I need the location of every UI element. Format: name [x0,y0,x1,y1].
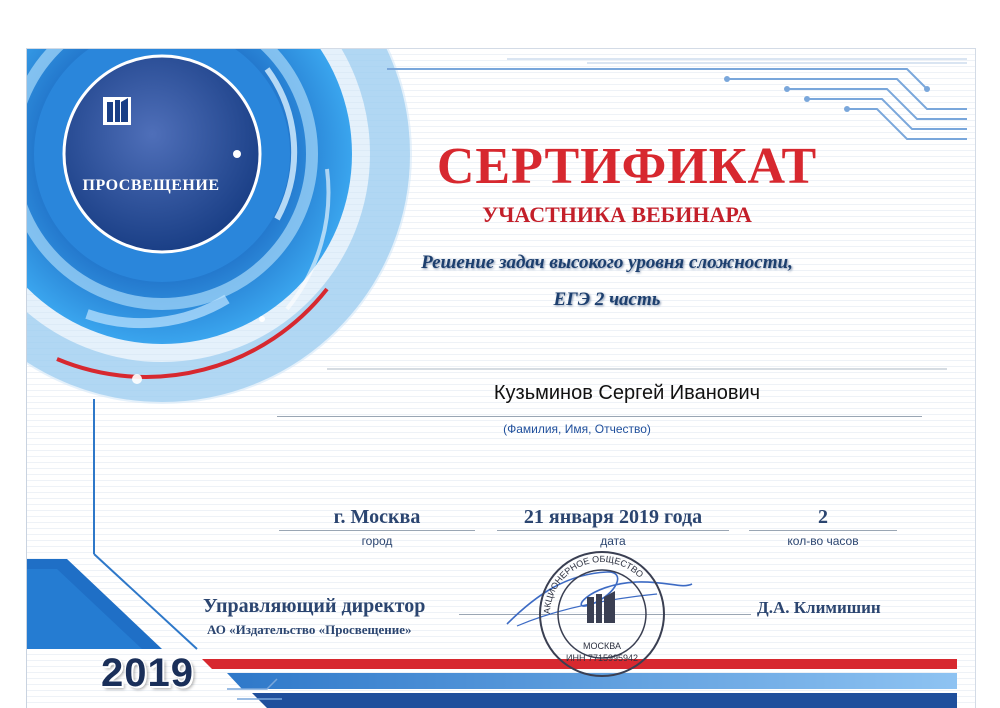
date-value: 21 января 2019 года [523,506,703,528]
stamp-inn: ИНН 7715995942 [565,653,639,663]
date-line [497,530,729,531]
company-stamp [537,549,667,679]
hours-line [749,530,897,531]
certificate-subtitle: УЧАСТНИКА ВЕБИНАРА [482,202,752,227]
webinar-topic-line1: Решение задач высокого уровня сложности, [421,252,793,273]
participant-name-hint: (Фамилия, Имя, Отчество) [503,422,651,436]
certificate-title: СЕРТИФИКАТ [436,138,818,195]
stamp-logo-icon [587,591,615,623]
stamp-city: МОСКВА [583,641,621,651]
webinar-topic-line2: ЕГЭ 2 часть [553,289,661,310]
prosveshchenie-logo-icon [102,96,132,126]
participant-name: Кузьминов Сергей Иванович [493,382,761,404]
signer-name: Д.А. Климишин [757,598,881,617]
city-value: г. Москва [333,506,421,528]
certificate-sheet [26,48,976,708]
city-line [279,530,475,531]
participant-name-line [277,416,922,417]
stamp-ring-text: АКЦИОНЕРНОЕ ОБЩЕСТВО [541,553,646,615]
hours-hint: кол-во часов [787,534,859,548]
company-name: АО «Издательство «Просвещение» [207,622,412,637]
date-hint: дата [600,534,626,548]
director-title: Управляющий директор [203,595,426,617]
hours-value: 2 [818,506,828,528]
logo-name: ПРОСВЕЩЕНИЕ [82,177,220,194]
city-hint: город [361,534,393,548]
certificate-year: 2019 [101,651,194,695]
